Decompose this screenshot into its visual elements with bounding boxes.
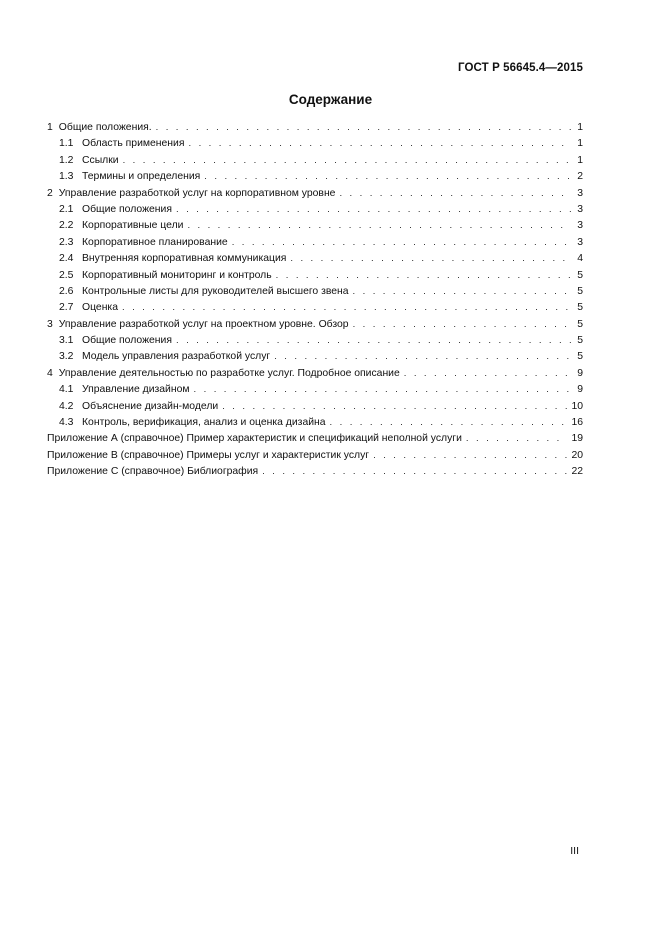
- toc-entry-page: 22: [571, 466, 583, 478]
- toc-entry[interactable]: [47, 153, 583, 169]
- toc-leader-dots: [187, 218, 571, 234]
- toc-leader-dots: [274, 349, 571, 365]
- toc-entry[interactable]: [47, 415, 583, 431]
- toc-entry-title: Корпоративный мониторинг и контроль: [82, 269, 272, 281]
- toc-entry-number: 4.2: [59, 400, 74, 412]
- toc-entry-title: Приложение А (справочное) Пример характеристик и спецификаций неполной услуги: [47, 433, 462, 445]
- toc-entry-page: 2: [577, 171, 583, 183]
- toc-entry[interactable]: [47, 284, 583, 300]
- toc-entry[interactable]: [47, 349, 583, 365]
- toc-entry-number: 2.3: [59, 236, 74, 248]
- toc-entry[interactable]: [47, 464, 583, 480]
- toc-leader-dots: [188, 136, 571, 152]
- toc-entry-title: Приложение В (справочное) Примеры услуг и характеристик услуг: [47, 449, 370, 461]
- toc-leader-dots: [176, 333, 571, 349]
- toc-entry-page: 9: [577, 367, 583, 379]
- document-code: ГОСТ Р 56645.4—2015: [458, 62, 583, 74]
- toc-entry-number: 3: [47, 318, 53, 330]
- toc-entry-title: Контроль, верификация, анализ и оценка дизайна: [82, 417, 326, 429]
- toc-leader-dots: [122, 300, 571, 316]
- table-of-contents: [47, 120, 583, 481]
- toc-entry[interactable]: [47, 136, 583, 152]
- toc-leader-dots: [262, 464, 567, 480]
- toc-entry-title: Ссылки: [82, 154, 119, 166]
- toc-entry-title: Корпоративные цели: [82, 220, 184, 232]
- toc-entry[interactable]: [47, 235, 583, 251]
- toc-entry-title: Общие положения: [82, 203, 172, 215]
- toc-entry-page: 1: [577, 122, 583, 133]
- toc-leader-dots: [222, 399, 567, 415]
- toc-leader-dots: [404, 366, 571, 382]
- toc-entry-number: 4.3: [59, 417, 74, 429]
- toc-entry-title: Внутренняя корпоративная коммуникация: [82, 253, 287, 265]
- toc-entry[interactable]: [47, 202, 583, 218]
- toc-entry-number: 3.2: [59, 351, 74, 363]
- toc-leader-dots: [339, 186, 571, 202]
- toc-entry-page: 5: [577, 269, 583, 281]
- toc-entry[interactable]: [47, 333, 583, 349]
- toc-leader-dots: [194, 382, 571, 398]
- toc-leader-dots: [330, 415, 568, 431]
- toc-entry-number: 2.4: [59, 253, 74, 265]
- toc-entry[interactable]: [47, 186, 583, 202]
- toc-leader-dots: [290, 251, 571, 267]
- toc-leader-dots: [466, 431, 568, 447]
- toc-entry-page: 5: [577, 302, 583, 314]
- toc-entry-title: Термины и определения: [82, 171, 201, 183]
- toc-entry-number: 2.7: [59, 302, 74, 314]
- toc-entry-number: 1.2: [59, 154, 74, 166]
- toc-entry-title: Модель управления разработкой услуг: [82, 351, 271, 363]
- toc-entry-number: 2.5: [59, 269, 74, 281]
- toc-entry-number: 1: [47, 122, 53, 133]
- toc-entry[interactable]: [47, 317, 583, 333]
- toc-entry-page: 1: [577, 138, 583, 150]
- toc-entry-page: 4: [577, 253, 583, 265]
- toc-entry[interactable]: [47, 300, 583, 316]
- toc-entry[interactable]: [47, 218, 583, 234]
- toc-entry-page: 3: [577, 220, 583, 232]
- toc-leader-dots: [123, 153, 571, 169]
- toc-entry-page: 20: [571, 449, 583, 461]
- toc-entry-number: 2.1: [59, 203, 74, 215]
- toc-entry-title: Управление дизайном: [82, 384, 190, 396]
- toc-entry-number: 1.3: [59, 171, 74, 183]
- toc-entry-title: Контрольные листы для руководителей высшего звена: [82, 285, 349, 297]
- toc-entry-page: 5: [577, 318, 583, 330]
- toc-entry-page: 10: [571, 400, 583, 412]
- toc-leader-dots: [176, 202, 571, 218]
- toc-entry-title: Область применения: [82, 138, 185, 150]
- toc-entry-page: 5: [577, 285, 583, 297]
- toc-entry-page: 3: [577, 203, 583, 215]
- toc-entry[interactable]: [47, 431, 583, 447]
- toc-entry-number: 4.1: [59, 384, 74, 396]
- toc-entry[interactable]: [47, 169, 583, 185]
- toc-entry-number: 2: [47, 187, 53, 199]
- toc-leader-dots: [204, 169, 571, 185]
- toc-entry-number: 1.1: [59, 138, 74, 150]
- toc-leader-dots: [156, 120, 571, 136]
- toc-entry-page: 1: [577, 154, 583, 166]
- page-number: III: [570, 845, 579, 857]
- toc-entry[interactable]: [47, 448, 583, 464]
- toc-entry-number: 2.2: [59, 220, 74, 232]
- toc-entry-title: Корпоративное планирование: [82, 236, 228, 248]
- toc-leader-dots: [353, 284, 571, 300]
- toc-entry[interactable]: [47, 120, 583, 136]
- toc-entry-page: 19: [571, 433, 583, 445]
- toc-entry-number: 4: [47, 367, 53, 379]
- toc-entry[interactable]: [47, 366, 583, 382]
- toc-title: Содержание: [288, 92, 373, 107]
- toc-entry[interactable]: [47, 399, 583, 415]
- toc-entry-number: 2.6: [59, 285, 74, 297]
- toc-entry-title: Общие положения: [82, 335, 172, 347]
- toc-entry[interactable]: [47, 268, 583, 284]
- toc-leader-dots: [276, 268, 571, 284]
- toc-entry-title: Приложение С (справочное) Библиография: [47, 466, 259, 478]
- toc-entry-page: 16: [571, 417, 583, 429]
- toc-entry[interactable]: [47, 382, 583, 398]
- toc-entry-title: Оценка: [82, 302, 118, 314]
- toc-entry-page: 9: [577, 384, 583, 396]
- toc-entry-page: 3: [577, 236, 583, 248]
- toc-entry-number: 3.1: [59, 335, 74, 347]
- toc-entry-title: Общие положения.: [58, 122, 152, 133]
- toc-entry-title: Управление разработкой услуг на проектном уровне. Обзор: [58, 318, 349, 330]
- toc-leader-dots: [353, 317, 571, 333]
- toc-entry-title: Управление разработкой услуг на корпоративном уровне: [58, 187, 336, 199]
- toc-entry-title: Управление деятельностью по разработке услуг. Подробное описание: [58, 367, 400, 379]
- toc-entry-page: 5: [577, 335, 583, 347]
- toc-entry-page: 5: [577, 351, 583, 363]
- toc-leader-dots: [232, 235, 571, 251]
- toc-entry-title: Объяснение дизайн-модели: [82, 400, 219, 412]
- toc-entry-page: 3: [577, 187, 583, 199]
- toc-leader-dots: [373, 448, 567, 464]
- toc-entry[interactable]: [47, 251, 583, 267]
